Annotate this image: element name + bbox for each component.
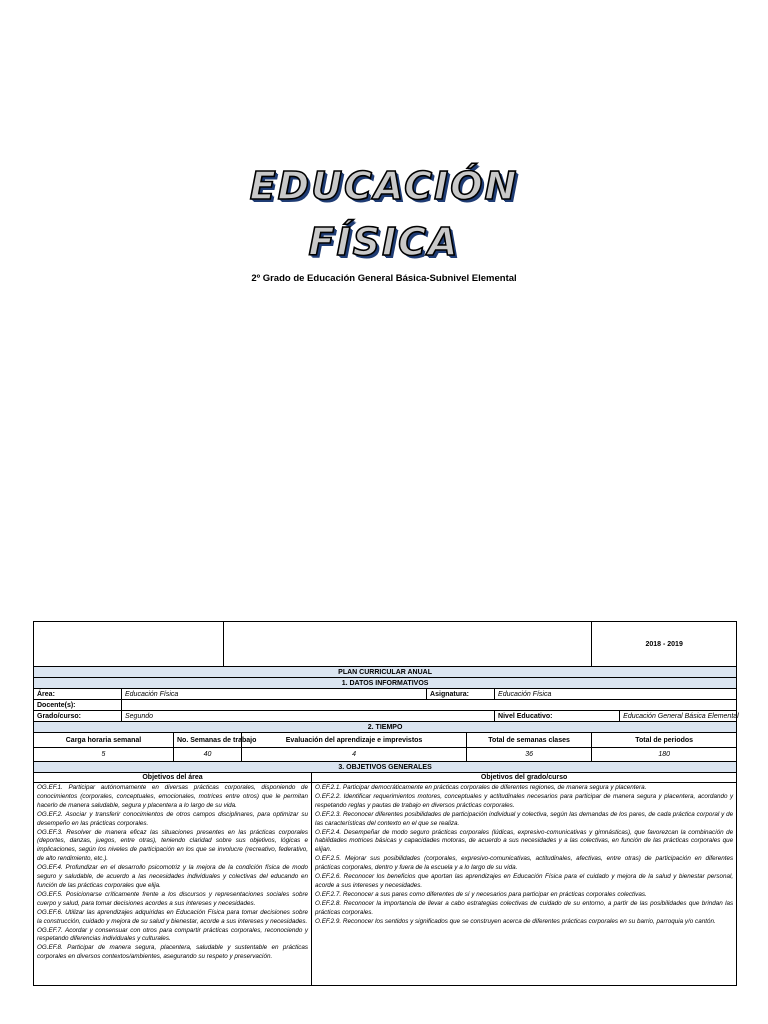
tiempo-value: 36: [467, 748, 592, 762]
document-subtitle: 2º Grado de Educación General Básica-Subnivel Elemental: [251, 273, 517, 284]
objetivo-area-item: OG.EF.6. Utilizar las aprendizajes adquiridas en Educación Física para tomar decisiones sobre la construcción, cuidado y mejora de su salud y bienestar, acorde a sus intereses y necesidades.: [37, 908, 309, 925]
objetivo-grado-item: O.EF.2.5. Mejorar sus posibilidades (corporales, expresivo-comunicativas, actitudinales, afectivas, entre otras) de participación en diferentes prácticas corporales, dentro y fuera de la escuela y a lo largo de su vida.: [315, 855, 734, 872]
objetivo-grado-item: O.EF.2.6. Reconocer los beneficios que aportan las aprendizajes en Educación Física para el cuidado y mejora de la salud y bienestar personal, acorde a sus intereses y necesidades.: [315, 873, 734, 889]
asignatura-value: Educación Física: [495, 689, 737, 700]
objetivo-area-item: OG.EF.1. Participar autónomamente en diversas prácticas corporales, disponiendo de conocimientos (corporales, conceptuales, emocionales, motrices entre otros) que le permitan hacerlo de manera saludable, segura y placentera a lo largo de su vida.: [37, 784, 309, 809]
objetivos-grado-header: Objetivos del grado/curso: [312, 773, 737, 783]
objetivo-grado-item: O.EF.2.9. Reconocer los sentidos y significados que se construyen acerca de diferentes prácticas corporales en su barrio, parroquia y/o cantón.: [315, 917, 716, 925]
objetivo-grado-item: O.EF.2.4. Desempeñar de modo seguro prácticas corporales (lúdicas, expresivo-comunicativas y gimnásticas), que favorezcan la combinación de habilidades motrices básicas y capacidades motoras, de acuerdo a sus necesidades y a las colectivas, en función de las prácticas corporales que elijan.: [315, 828, 734, 854]
objetivo-area-item: OG.EF.3. Resolver de manera eficaz las situaciones presentes en las prácticas corporales (deportes, danzas, juegos, entre otras), teniendo claridad sobre sus objetivos, lógicas e implicaciones, según los niveles de participación en los que se involucre (recreativo, federativo, de alto rendimiento, etc.).: [37, 828, 309, 863]
nivel-educativo-value: Educación General Básica Elemental: [620, 711, 737, 722]
plan-title: PLAN CURRICULAR ANUAL: [34, 667, 737, 678]
area-value: Educación Física: [122, 689, 427, 700]
objetivo-grado-item: O.EF.2.1. Participar democráticamente en prácticas corporales de diferentes regiones, de manera segura y placentera.: [315, 784, 647, 791]
objetivo-grado-item: O.EF.2.3. Reconocer diferentes posibilidades de participación individual y colectiva, según las demandas de los pares, de cada práctica corporal y de las características del contexto en el que se realiza.: [315, 810, 734, 827]
tiempo-header: Total de periodos: [592, 733, 737, 748]
tiempo-header: Carga horaria semanal: [34, 733, 174, 748]
objetivos-area-header: Objetivos del área: [34, 773, 312, 783]
header-school-cell: [224, 622, 592, 667]
tiempo-value: 5: [34, 748, 174, 762]
objetivo-grado-item: O.EF.2.2. Identificar requerimientos motores, conceptuales y actitudinales necesarios para participar de manera segura y placentera, acordando y respetando reglas y pautas de trabajo en diversos prácticas corporales.: [315, 792, 734, 809]
docentes-value: [122, 700, 737, 711]
curricular-plan-table: [33, 621, 739, 986]
nivel-educativo-label: Nivel Educativo:: [495, 711, 620, 722]
objetivo-grado-item: O.EF.2.8. Reconocer la importancia de llevar a cabo estrategias colectivas de cuidado de su entorno, a partir de las posibilidades que brindan las prácticas corporales.: [315, 899, 734, 916]
tiempo-header: Evaluación del aprendizaje e imprevistos: [242, 733, 467, 748]
objetivos-grado-cell: [312, 783, 737, 986]
document-title-line1: EDUCACIÓN: [249, 164, 519, 208]
objetivo-area-item: OG.EF.5. Posicionarse críticamente frente a los discursos y representaciones sociales sobre cuerpo y salud, para tomar decisiones acordes a sus intereses y necesidades.: [37, 890, 309, 907]
tiempo-value: 180: [592, 748, 737, 762]
grado-label: Grado/curso:: [34, 711, 122, 722]
tiempo-header: No. Semanas de trabajo: [174, 733, 242, 748]
document-title-line2: FÍSICA: [308, 220, 460, 264]
objetivo-area-item: OG.EF.2. Asociar y transferir conocimientos de otros campos disciplinares, para optimizar su desempeño en las prácticas corporales.: [37, 810, 309, 827]
area-label: Área:: [34, 689, 122, 700]
objetivos-area-cell: [34, 783, 312, 986]
objetivo-grado-item: O.EF.2.7. Reconocer a sus pares como diferentes de sí y necesarios para participar en prácticas corporales colectivas.: [315, 890, 647, 898]
tiempo-value: 4: [242, 748, 467, 762]
grado-value: Segundo: [122, 711, 495, 722]
objetivo-area-item: OG.EF.4. Profundizar en el desarrollo psicomotriz y la mejora de la condición física de modo seguro y saludable, de acuerdo a las necesidades individuales y colectivas del educando en función de las prácticas corporales que elija.: [37, 864, 309, 889]
section-datos-informativos: 1. DATOS INFORMATIVOS: [34, 678, 737, 689]
docentes-label: Docente(s):: [34, 700, 122, 711]
objetivo-area-item: OG.EF.8. Participar de manera segura, placentera, saludable y sustentable en prácticas corporales en diversos contextos/ambientes, asegurando su respeto y preservación.: [37, 944, 309, 961]
asignatura-label: Asignatura:: [427, 689, 495, 700]
objetivo-area-item: OG.EF.7. Acordar y consensuar con otros para compartir prácticas corporales, reconociendo y respetando diferencias individuales y culturales.: [37, 926, 309, 943]
section-tiempo: 2. TIEMPO: [34, 722, 737, 733]
tiempo-value: 40: [174, 748, 242, 762]
tiempo-header: Total de semanas clases: [467, 733, 592, 748]
header-logo-cell: [34, 622, 224, 667]
school-year: 2018 - 2019: [592, 622, 737, 667]
section-objetivos-generales: 3. OBJETIVOS GENERALES: [34, 762, 737, 773]
